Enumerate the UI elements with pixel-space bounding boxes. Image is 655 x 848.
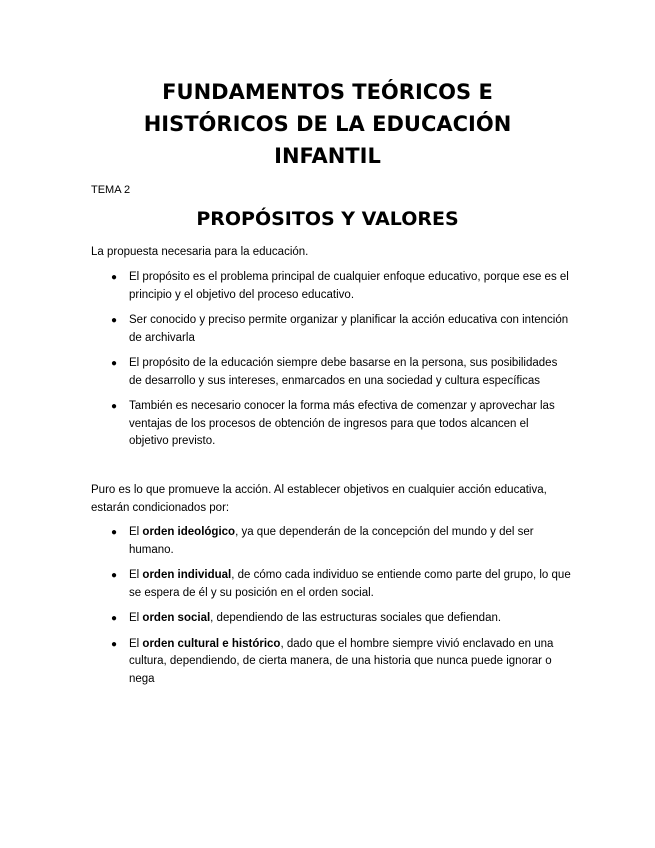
list-item-prefix: El [129, 526, 143, 538]
list-item-text: Ser conocido y preciso permite organizar y planificar la acción educativa con intención de archivarla [129, 314, 569, 344]
list-item-emphasis: orden ideológico [142, 526, 236, 538]
bullet-icon: ● [111, 527, 118, 538]
list-item-emphasis: orden individual [142, 569, 232, 581]
list-item [91, 312, 571, 347]
bullet-icon: ● [111, 613, 118, 624]
bullet-icon: ● [111, 570, 118, 581]
list-item [91, 355, 571, 390]
list-item-text: , ya que dependerán de la concepción del mundo y del ser humano. [129, 526, 534, 556]
purpose-list [91, 269, 571, 459]
document-title [60, 76, 595, 172]
list-item [91, 269, 571, 304]
list-item [91, 524, 571, 559]
list-item-text: , dado que el hombre siempre vivió enclavado en una cultura, dependiendo, de cierta manera, de una historia que nunca puede ignorar o nega [129, 637, 554, 685]
intro-paragraph: La propuesta necesaria para la educación. [91, 246, 309, 258]
section-title: PROPÓSITOS Y VALORES [196, 208, 459, 230]
title-line: INFANTIL [274, 144, 381, 168]
bullet-icon: ● [111, 638, 118, 650]
list-item [91, 567, 571, 602]
list-item-text: El propósito de la educación siempre debe basarse en la persona, sus posibilidades de desarrollo y sus intereses, enmarcados en una sociedad y cultura específicas [129, 357, 558, 387]
bullet-icon: ● [111, 315, 118, 326]
conditions-paragraph: Puro es lo que promueve la acción. Al establecer objetivos en cualquier acción educativa, estarán condicionados por: [91, 484, 547, 514]
list-item [91, 398, 571, 451]
list-item-text: , dependiendo de las estructuras sociales que defiendan. [210, 612, 502, 624]
title-line: FUNDAMENTOS TEÓRICOS E [162, 80, 493, 104]
bullet-icon: ● [111, 272, 118, 283]
list-item-prefix: El [129, 637, 143, 650]
list-item [91, 610, 571, 628]
list-item-prefix: El [129, 569, 143, 581]
topic-label: TEMA 2 [91, 184, 131, 196]
list-item-text: El propósito es el problema principal de cualquier enfoque educativo, porque ese es el principio y el objetivo del proceso educativo. [129, 271, 569, 301]
list-item-emphasis: orden cultural e histórico [142, 637, 281, 650]
list-item [91, 636, 571, 689]
list-item-emphasis: orden social [142, 612, 211, 624]
bullet-icon: ● [111, 401, 118, 412]
list-item-text: , de cómo cada individuo se entiende como parte del grupo, lo que se espera de él y su posición en el orden social. [129, 569, 571, 599]
conditions-list [91, 524, 571, 696]
bullet-icon: ● [111, 358, 118, 369]
title-line: HISTÓRICOS DE LA EDUCACIÓN [143, 112, 512, 136]
list-item-text: También es necesario conocer la forma más efectiva de comenzar y aprovechar las ventajas de los procesos de obtención de ingresos para que todos alcancen el objetivo previsto. [129, 400, 555, 447]
list-item-prefix: El [129, 612, 143, 624]
